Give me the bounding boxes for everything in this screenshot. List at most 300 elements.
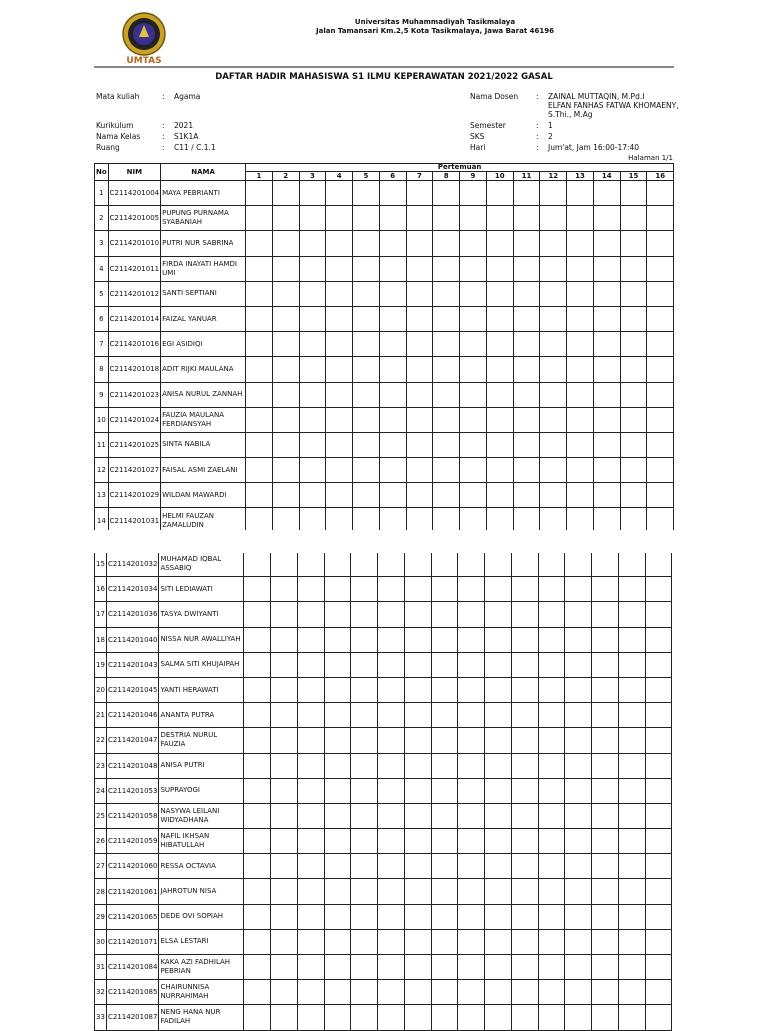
attendance-cell[interactable] — [511, 904, 538, 929]
attendance-cell[interactable] — [565, 778, 592, 803]
attendance-cell[interactable] — [645, 652, 672, 677]
attendance-cell[interactable] — [297, 803, 324, 828]
attendance-cell[interactable] — [378, 703, 405, 728]
attendance-cell[interactable] — [458, 778, 485, 803]
attendance-cell[interactable] — [511, 627, 538, 652]
attendance-cell[interactable] — [406, 306, 433, 331]
attendance-cell[interactable] — [645, 627, 672, 652]
attendance-cell[interactable] — [645, 1005, 672, 1030]
attendance-cell[interactable] — [353, 256, 380, 281]
attendance-cell[interactable] — [620, 382, 647, 407]
attendance-cell[interactable] — [272, 483, 299, 508]
attendance-cell[interactable] — [485, 929, 512, 954]
attendance-cell[interactable] — [378, 1005, 405, 1030]
attendance-cell[interactable] — [244, 627, 271, 652]
attendance-cell[interactable] — [404, 955, 431, 980]
attendance-cell[interactable] — [567, 206, 594, 231]
attendance-cell[interactable] — [486, 483, 513, 508]
attendance-cell[interactable] — [620, 458, 647, 483]
attendance-cell[interactable] — [540, 407, 567, 432]
attendance-cell[interactable] — [618, 552, 645, 577]
attendance-cell[interactable] — [353, 458, 380, 483]
attendance-cell[interactable] — [513, 181, 540, 206]
attendance-cell[interactable] — [458, 677, 485, 702]
attendance-cell[interactable] — [431, 980, 458, 1005]
attendance-cell[interactable] — [486, 281, 513, 306]
attendance-cell[interactable] — [513, 332, 540, 357]
attendance-cell[interactable] — [246, 181, 273, 206]
attendance-cell[interactable] — [378, 803, 405, 828]
attendance-cell[interactable] — [378, 829, 405, 854]
attendance-cell[interactable] — [486, 306, 513, 331]
attendance-cell[interactable] — [406, 231, 433, 256]
attendance-cell[interactable] — [565, 652, 592, 677]
attendance-cell[interactable] — [618, 929, 645, 954]
attendance-cell[interactable] — [351, 577, 378, 602]
attendance-cell[interactable] — [618, 955, 645, 980]
attendance-cell[interactable] — [271, 577, 298, 602]
attendance-cell[interactable] — [458, 602, 485, 627]
attendance-cell[interactable] — [567, 332, 594, 357]
attendance-cell[interactable] — [244, 728, 271, 753]
attendance-cell[interactable] — [460, 181, 487, 206]
attendance-cell[interactable] — [645, 955, 672, 980]
attendance-cell[interactable] — [246, 332, 273, 357]
attendance-cell[interactable] — [458, 652, 485, 677]
attendance-cell[interactable] — [404, 829, 431, 854]
attendance-cell[interactable] — [433, 281, 460, 306]
attendance-cell[interactable] — [486, 407, 513, 432]
attendance-cell[interactable] — [326, 181, 353, 206]
attendance-cell[interactable] — [620, 407, 647, 432]
attendance-cell[interactable] — [565, 803, 592, 828]
attendance-cell[interactable] — [540, 432, 567, 457]
attendance-cell[interactable] — [538, 879, 565, 904]
attendance-cell[interactable] — [460, 458, 487, 483]
attendance-cell[interactable] — [645, 552, 672, 577]
attendance-cell[interactable] — [324, 955, 351, 980]
attendance-cell[interactable] — [647, 256, 674, 281]
attendance-cell[interactable] — [351, 955, 378, 980]
attendance-cell[interactable] — [324, 803, 351, 828]
attendance-cell[interactable] — [271, 728, 298, 753]
attendance-cell[interactable] — [618, 677, 645, 702]
attendance-cell[interactable] — [378, 652, 405, 677]
attendance-cell[interactable] — [351, 980, 378, 1005]
attendance-cell[interactable] — [351, 829, 378, 854]
attendance-cell[interactable] — [486, 206, 513, 231]
attendance-cell[interactable] — [458, 854, 485, 879]
attendance-cell[interactable] — [271, 904, 298, 929]
attendance-cell[interactable] — [592, 904, 619, 929]
attendance-cell[interactable] — [244, 602, 271, 627]
attendance-cell[interactable] — [431, 904, 458, 929]
attendance-cell[interactable] — [324, 879, 351, 904]
attendance-cell[interactable] — [458, 980, 485, 1005]
attendance-cell[interactable] — [244, 980, 271, 1005]
attendance-cell[interactable] — [511, 778, 538, 803]
attendance-cell[interactable] — [351, 854, 378, 879]
attendance-cell[interactable] — [272, 256, 299, 281]
attendance-cell[interactable] — [458, 829, 485, 854]
attendance-cell[interactable] — [404, 980, 431, 1005]
attendance-cell[interactable] — [645, 854, 672, 879]
attendance-cell[interactable] — [324, 703, 351, 728]
attendance-cell[interactable] — [485, 980, 512, 1005]
attendance-cell[interactable] — [538, 980, 565, 1005]
attendance-cell[interactable] — [565, 552, 592, 577]
attendance-cell[interactable] — [431, 854, 458, 879]
attendance-cell[interactable] — [567, 407, 594, 432]
attendance-cell[interactable] — [592, 552, 619, 577]
attendance-cell[interactable] — [592, 929, 619, 954]
attendance-cell[interactable] — [404, 677, 431, 702]
attendance-cell[interactable] — [246, 407, 273, 432]
attendance-cell[interactable] — [353, 407, 380, 432]
attendance-cell[interactable] — [326, 256, 353, 281]
attendance-cell[interactable] — [378, 904, 405, 929]
attendance-cell[interactable] — [540, 382, 567, 407]
attendance-cell[interactable] — [431, 577, 458, 602]
attendance-cell[interactable] — [460, 483, 487, 508]
attendance-cell[interactable] — [485, 955, 512, 980]
attendance-cell[interactable] — [326, 306, 353, 331]
attendance-cell[interactable] — [297, 677, 324, 702]
attendance-cell[interactable] — [246, 281, 273, 306]
attendance-cell[interactable] — [378, 552, 405, 577]
attendance-cell[interactable] — [299, 357, 326, 382]
attendance-cell[interactable] — [272, 357, 299, 382]
attendance-cell[interactable] — [272, 281, 299, 306]
attendance-cell[interactable] — [567, 432, 594, 457]
attendance-cell[interactable] — [647, 357, 674, 382]
attendance-cell[interactable] — [513, 306, 540, 331]
attendance-cell[interactable] — [618, 652, 645, 677]
attendance-cell[interactable] — [406, 206, 433, 231]
attendance-cell[interactable] — [513, 458, 540, 483]
attendance-cell[interactable] — [565, 577, 592, 602]
attendance-cell[interactable] — [324, 1005, 351, 1030]
attendance-cell[interactable] — [540, 332, 567, 357]
attendance-cell[interactable] — [379, 181, 406, 206]
attendance-cell[interactable] — [297, 879, 324, 904]
attendance-cell[interactable] — [433, 432, 460, 457]
attendance-cell[interactable] — [460, 231, 487, 256]
attendance-cell[interactable] — [538, 929, 565, 954]
attendance-cell[interactable] — [565, 627, 592, 652]
attendance-cell[interactable] — [645, 753, 672, 778]
attendance-cell[interactable] — [272, 306, 299, 331]
attendance-cell[interactable] — [565, 929, 592, 954]
attendance-cell[interactable] — [486, 432, 513, 457]
attendance-cell[interactable] — [486, 382, 513, 407]
attendance-cell[interactable] — [485, 753, 512, 778]
attendance-cell[interactable] — [592, 854, 619, 879]
attendance-cell[interactable] — [618, 753, 645, 778]
attendance-cell[interactable] — [592, 703, 619, 728]
attendance-cell[interactable] — [593, 458, 620, 483]
attendance-cell[interactable] — [565, 980, 592, 1005]
attendance-cell[interactable] — [353, 332, 380, 357]
attendance-cell[interactable] — [404, 577, 431, 602]
attendance-cell[interactable] — [297, 753, 324, 778]
attendance-cell[interactable] — [299, 432, 326, 457]
attendance-cell[interactable] — [458, 955, 485, 980]
attendance-cell[interactable] — [620, 181, 647, 206]
attendance-cell[interactable] — [540, 458, 567, 483]
attendance-cell[interactable] — [431, 627, 458, 652]
attendance-cell[interactable] — [620, 357, 647, 382]
attendance-cell[interactable] — [324, 677, 351, 702]
attendance-cell[interactable] — [297, 627, 324, 652]
attendance-cell[interactable] — [592, 803, 619, 828]
attendance-cell[interactable] — [538, 677, 565, 702]
attendance-cell[interactable] — [272, 332, 299, 357]
attendance-cell[interactable] — [540, 483, 567, 508]
attendance-cell[interactable] — [297, 703, 324, 728]
attendance-cell[interactable] — [618, 627, 645, 652]
attendance-cell[interactable] — [540, 357, 567, 382]
attendance-cell[interactable] — [404, 703, 431, 728]
attendance-cell[interactable] — [460, 382, 487, 407]
attendance-cell[interactable] — [326, 332, 353, 357]
attendance-cell[interactable] — [404, 602, 431, 627]
attendance-cell[interactable] — [353, 357, 380, 382]
attendance-cell[interactable] — [271, 753, 298, 778]
attendance-cell[interactable] — [353, 281, 380, 306]
attendance-cell[interactable] — [297, 577, 324, 602]
attendance-cell[interactable] — [593, 432, 620, 457]
attendance-cell[interactable] — [351, 677, 378, 702]
attendance-cell[interactable] — [404, 627, 431, 652]
attendance-cell[interactable] — [511, 803, 538, 828]
attendance-cell[interactable] — [565, 829, 592, 854]
attendance-cell[interactable] — [297, 829, 324, 854]
attendance-cell[interactable] — [378, 929, 405, 954]
attendance-cell[interactable] — [593, 181, 620, 206]
attendance-cell[interactable] — [647, 382, 674, 407]
attendance-cell[interactable] — [324, 929, 351, 954]
attendance-cell[interactable] — [326, 407, 353, 432]
attendance-cell[interactable] — [379, 458, 406, 483]
attendance-cell[interactable] — [351, 728, 378, 753]
attendance-cell[interactable] — [431, 879, 458, 904]
attendance-cell[interactable] — [406, 332, 433, 357]
attendance-cell[interactable] — [538, 854, 565, 879]
attendance-cell[interactable] — [299, 181, 326, 206]
attendance-cell[interactable] — [511, 1005, 538, 1030]
attendance-cell[interactable] — [297, 728, 324, 753]
attendance-cell[interactable] — [246, 206, 273, 231]
attendance-cell[interactable] — [246, 231, 273, 256]
attendance-cell[interactable] — [592, 829, 619, 854]
attendance-cell[interactable] — [433, 256, 460, 281]
attendance-cell[interactable] — [299, 281, 326, 306]
attendance-cell[interactable] — [593, 206, 620, 231]
attendance-cell[interactable] — [565, 904, 592, 929]
attendance-cell[interactable] — [511, 929, 538, 954]
attendance-cell[interactable] — [485, 677, 512, 702]
attendance-cell[interactable] — [645, 778, 672, 803]
attendance-cell[interactable] — [326, 357, 353, 382]
attendance-cell[interactable] — [404, 778, 431, 803]
attendance-cell[interactable] — [567, 483, 594, 508]
attendance-cell[interactable] — [538, 728, 565, 753]
attendance-cell[interactable] — [378, 677, 405, 702]
attendance-cell[interactable] — [565, 703, 592, 728]
attendance-cell[interactable] — [485, 854, 512, 879]
attendance-cell[interactable] — [620, 432, 647, 457]
attendance-cell[interactable] — [379, 306, 406, 331]
attendance-cell[interactable] — [271, 703, 298, 728]
attendance-cell[interactable] — [246, 357, 273, 382]
attendance-cell[interactable] — [244, 929, 271, 954]
attendance-cell[interactable] — [246, 483, 273, 508]
attendance-cell[interactable] — [433, 231, 460, 256]
attendance-cell[interactable] — [593, 382, 620, 407]
attendance-cell[interactable] — [485, 879, 512, 904]
attendance-cell[interactable] — [592, 778, 619, 803]
attendance-cell[interactable] — [244, 955, 271, 980]
attendance-cell[interactable] — [404, 879, 431, 904]
attendance-cell[interactable] — [378, 955, 405, 980]
attendance-cell[interactable] — [513, 432, 540, 457]
attendance-cell[interactable] — [513, 281, 540, 306]
attendance-cell[interactable] — [246, 306, 273, 331]
attendance-cell[interactable] — [244, 1005, 271, 1030]
attendance-cell[interactable] — [458, 552, 485, 577]
attendance-cell[interactable] — [485, 602, 512, 627]
attendance-cell[interactable] — [297, 929, 324, 954]
attendance-cell[interactable] — [485, 803, 512, 828]
attendance-cell[interactable] — [246, 382, 273, 407]
attendance-cell[interactable] — [645, 980, 672, 1005]
attendance-cell[interactable] — [299, 483, 326, 508]
attendance-cell[interactable] — [620, 306, 647, 331]
attendance-cell[interactable] — [647, 231, 674, 256]
attendance-cell[interactable] — [565, 677, 592, 702]
attendance-cell[interactable] — [565, 879, 592, 904]
attendance-cell[interactable] — [460, 357, 487, 382]
attendance-cell[interactable] — [593, 306, 620, 331]
attendance-cell[interactable] — [647, 281, 674, 306]
attendance-cell[interactable] — [431, 955, 458, 980]
attendance-cell[interactable] — [271, 829, 298, 854]
attendance-cell[interactable] — [404, 753, 431, 778]
attendance-cell[interactable] — [513, 256, 540, 281]
attendance-cell[interactable] — [647, 206, 674, 231]
attendance-cell[interactable] — [297, 980, 324, 1005]
attendance-cell[interactable] — [486, 231, 513, 256]
attendance-cell[interactable] — [431, 778, 458, 803]
attendance-cell[interactable] — [511, 602, 538, 627]
attendance-cell[interactable] — [406, 407, 433, 432]
attendance-cell[interactable] — [540, 306, 567, 331]
attendance-cell[interactable] — [244, 829, 271, 854]
attendance-cell[interactable] — [458, 753, 485, 778]
attendance-cell[interactable] — [272, 458, 299, 483]
attendance-cell[interactable] — [326, 281, 353, 306]
attendance-cell[interactable] — [353, 382, 380, 407]
attendance-cell[interactable] — [324, 778, 351, 803]
attendance-cell[interactable] — [458, 703, 485, 728]
attendance-cell[interactable] — [513, 407, 540, 432]
attendance-cell[interactable] — [647, 306, 674, 331]
attendance-cell[interactable] — [618, 980, 645, 1005]
attendance-cell[interactable] — [433, 458, 460, 483]
attendance-cell[interactable] — [511, 677, 538, 702]
attendance-cell[interactable] — [593, 231, 620, 256]
attendance-cell[interactable] — [433, 181, 460, 206]
attendance-cell[interactable] — [433, 407, 460, 432]
attendance-cell[interactable] — [379, 231, 406, 256]
attendance-cell[interactable] — [592, 627, 619, 652]
attendance-cell[interactable] — [458, 904, 485, 929]
attendance-cell[interactable] — [460, 432, 487, 457]
attendance-cell[interactable] — [379, 357, 406, 382]
attendance-cell[interactable] — [379, 332, 406, 357]
attendance-cell[interactable] — [353, 432, 380, 457]
attendance-cell[interactable] — [246, 458, 273, 483]
attendance-cell[interactable] — [353, 231, 380, 256]
attendance-cell[interactable] — [299, 458, 326, 483]
attendance-cell[interactable] — [431, 652, 458, 677]
attendance-cell[interactable] — [567, 281, 594, 306]
attendance-cell[interactable] — [378, 980, 405, 1005]
attendance-cell[interactable] — [271, 778, 298, 803]
attendance-cell[interactable] — [379, 432, 406, 457]
attendance-cell[interactable] — [351, 753, 378, 778]
attendance-cell[interactable] — [567, 256, 594, 281]
attendance-cell[interactable] — [351, 602, 378, 627]
attendance-cell[interactable] — [378, 602, 405, 627]
attendance-cell[interactable] — [645, 677, 672, 702]
attendance-cell[interactable] — [592, 1005, 619, 1030]
attendance-cell[interactable] — [647, 432, 674, 457]
attendance-cell[interactable] — [565, 1005, 592, 1030]
attendance-cell[interactable] — [511, 980, 538, 1005]
attendance-cell[interactable] — [647, 181, 674, 206]
attendance-cell[interactable] — [244, 753, 271, 778]
attendance-cell[interactable] — [353, 206, 380, 231]
attendance-cell[interactable] — [567, 357, 594, 382]
attendance-cell[interactable] — [565, 854, 592, 879]
attendance-cell[interactable] — [567, 458, 594, 483]
attendance-cell[interactable] — [511, 829, 538, 854]
attendance-cell[interactable] — [404, 929, 431, 954]
attendance-cell[interactable] — [460, 407, 487, 432]
attendance-cell[interactable] — [513, 483, 540, 508]
attendance-cell[interactable] — [645, 703, 672, 728]
attendance-cell[interactable] — [379, 382, 406, 407]
attendance-cell[interactable] — [271, 652, 298, 677]
attendance-cell[interactable] — [326, 231, 353, 256]
attendance-cell[interactable] — [645, 803, 672, 828]
attendance-cell[interactable] — [324, 904, 351, 929]
attendance-cell[interactable] — [326, 483, 353, 508]
attendance-cell[interactable] — [592, 728, 619, 753]
attendance-cell[interactable] — [645, 829, 672, 854]
attendance-cell[interactable] — [246, 432, 273, 457]
attendance-cell[interactable] — [485, 577, 512, 602]
attendance-cell[interactable] — [379, 256, 406, 281]
attendance-cell[interactable] — [404, 552, 431, 577]
attendance-cell[interactable] — [326, 206, 353, 231]
attendance-cell[interactable] — [324, 728, 351, 753]
attendance-cell[interactable] — [593, 281, 620, 306]
attendance-cell[interactable] — [431, 1005, 458, 1030]
attendance-cell[interactable] — [618, 602, 645, 627]
